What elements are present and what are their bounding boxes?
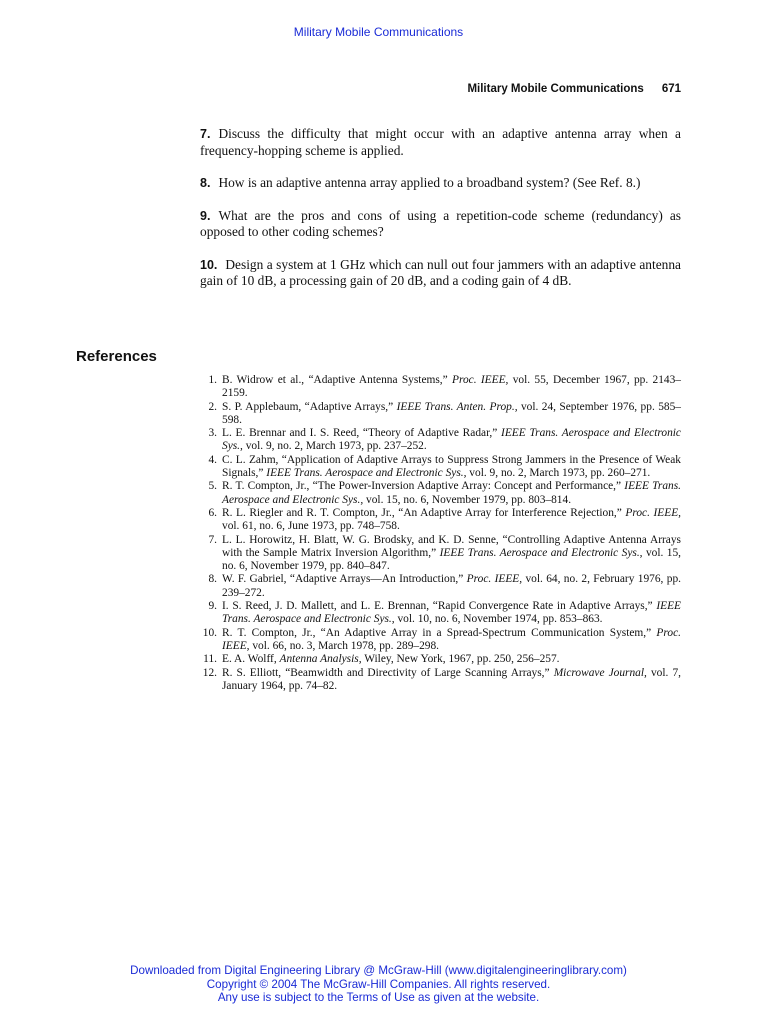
reference-item [200,374,681,401]
reference-details: vol. 61, no. 6, June 1973, pp. 748–758. [222,520,400,533]
reference-text: S. P. Applebaum, “Adaptive Arrays,” [222,400,397,413]
reference-text: L. E. Brennar and I. S. Reed, “Theory of Adaptive Radar,” [222,427,502,440]
reference-text: R. T. Compton, Jr., “An Adaptive Array in a Spread-Spectrum Communication System,” [222,626,657,639]
reference-number: 2. [208,400,217,413]
reference-text: W. F. Gabriel, “Adaptive Arrays—An Introduction,” [222,573,467,586]
footer-copyright[interactable]: Copyright © 2004 The McGraw-Hill Companies. All rights reserved. [206,977,551,991]
question-text: What are the pros and cons of using a repetition-code scheme (redundancy) as opposed to other coding schemes? [200,207,681,239]
reference-item [200,401,681,428]
reference-journal: Proc. IEEE, [466,573,523,586]
reference-item [200,427,681,454]
question-number: 8. [200,176,211,190]
reference-number: 3. [208,427,217,440]
question-item [200,257,681,290]
reference-text: R. T. Compton, Jr., “The Power-Inversion Adaptive Array: Concept and Performance,” [222,480,625,493]
reference-number: 4. [208,453,217,466]
reference-item [200,653,681,666]
reference-text: R. L. Riegler and R. T. Compton, Jr., “An Adaptive Array for Interference Rejection,” [222,506,626,519]
reference-journal: IEEE Trans. Aerospace and Electronic Sys., [222,600,681,626]
running-head-title: Military Mobile Communications [467,83,644,95]
reference-number: 9. [208,600,217,613]
question-item [200,175,681,192]
question-number: 9. [200,208,211,223]
question-item [200,208,681,241]
reference-number: 7. [208,533,217,546]
reference-details: vol. 24, September 1976, pp. 585–598. [222,400,681,426]
question-text: How is an adaptive antenna array applied to a broadband system? (See Ref. 8.) [218,175,641,190]
reference-item [200,534,681,574]
reference-details: vol. 9, no. 2, March 1973, pp. 237–252. [242,440,427,453]
reference-journal: IEEE Trans. Aerospace and Electronic Sys., [439,546,643,559]
reference-journal: IEEE Trans. Anten. Prop., [396,400,518,413]
reference-number: 12. [202,666,217,679]
questions-section [200,126,681,306]
question-text: Design a system at 1 GHz which can null out four jammers with an adaptive antenna gain of 10 dB, a processing gain of 20 dB, and a coding gain of 4 dB. [200,256,681,288]
reference-details: Wiley, New York, 1967, pp. 250, 256–257. [361,653,560,666]
reference-journal: Antenna Analysis, [279,653,362,666]
reference-item [200,480,681,507]
question-text: Discuss the difficulty that might occur with an adaptive antenna array when a frequency-hopping scheme is applied. [200,126,681,158]
reference-number: 11. [203,653,217,666]
reference-item [200,507,681,534]
references-list [200,374,681,693]
reference-journal: Proc. IEEE, [625,506,681,519]
top-title-link[interactable]: Military Mobile Communications [293,25,464,39]
reference-item [200,600,681,627]
reference-details: vol. 15, no. 6, November 1979, pp. 840–847. [222,546,681,573]
reference-item [200,667,681,694]
footer-notice [0,964,757,1005]
reference-number: 6. [208,506,217,519]
reference-item [200,573,681,600]
reference-details: vol. 15, no. 6, November 1979, pp. 803–814. [363,493,572,506]
reference-text: I. S. Reed, J. D. Mallett, and L. E. Brennan, “Rapid Convergence Rate in Adaptive Arrays,” [222,600,657,613]
reference-journal: IEEE Trans. Aerospace and Electronic Sys., [222,480,681,506]
reference-item [200,627,681,654]
reference-journal: IEEE Trans. Aerospace and Electronic Sys., [222,427,681,453]
reference-text: R. S. Elliott, “Beamwidth and Directivity of Large Scanning Arrays,” [222,666,554,679]
question-number: 10. [200,257,218,272]
question-item [200,126,681,159]
reference-number: 1. [208,374,217,386]
question-number: 7. [200,127,211,141]
reference-details: vol. 9, no. 2, March 1973, pp. 260–271. [466,467,651,480]
reference-number: 8. [208,573,217,586]
footer-terms-link[interactable]: Any use is subject to the Terms of Use as given at the website. [217,991,540,1004]
references-heading: References [76,348,157,365]
reference-text: B. Widrow et al., “Adaptive Antenna Systems,” [222,374,453,386]
reference-text: E. A. Wolff, [222,653,280,666]
reference-number: 10. [202,626,217,639]
reference-journal: Proc. IEEE, [452,374,509,386]
footer-download-link[interactable]: Downloaded from Digital Engineering Library @ McGraw-Hill (www.digitalengineeringlibrary.com) [130,964,627,977]
reference-item [200,454,681,481]
reference-number: 5. [208,480,217,493]
reference-journal: Microwave Journal, [553,666,647,679]
reference-journal: IEEE Trans. Aerospace and Electronic Sys., [266,467,467,480]
reference-details: vol. 64, no. 2, February 1976, pp. 239–272. [222,573,681,599]
reference-details: vol. 66, no. 3, March 1978, pp. 289–298. [249,639,440,652]
reference-details: vol. 10, no. 6, November 1974, pp. 853–863. [394,613,603,626]
running-head [200,83,681,95]
reference-text: C. L. Zahm, “Application of Adaptive Arrays to Suppress Strong Jammers in the Presence of Weak Signals,” [222,453,681,480]
reference-text: L. L. Horowitz, H. Blatt, W. G. Brodsky, and K. D. Senne, “Controlling Adaptive Antenna Arrays with the Sample Matrix Inversion Algorithm,” [222,533,681,559]
reference-details: vol. 7, January 1964, pp. 74–82. [222,666,681,692]
reference-journal: Proc. IEEE, [222,626,681,652]
page-number: 671 [661,83,681,95]
reference-details: vol. 55, December 1967, pp. 2143–2159. [222,374,681,400]
